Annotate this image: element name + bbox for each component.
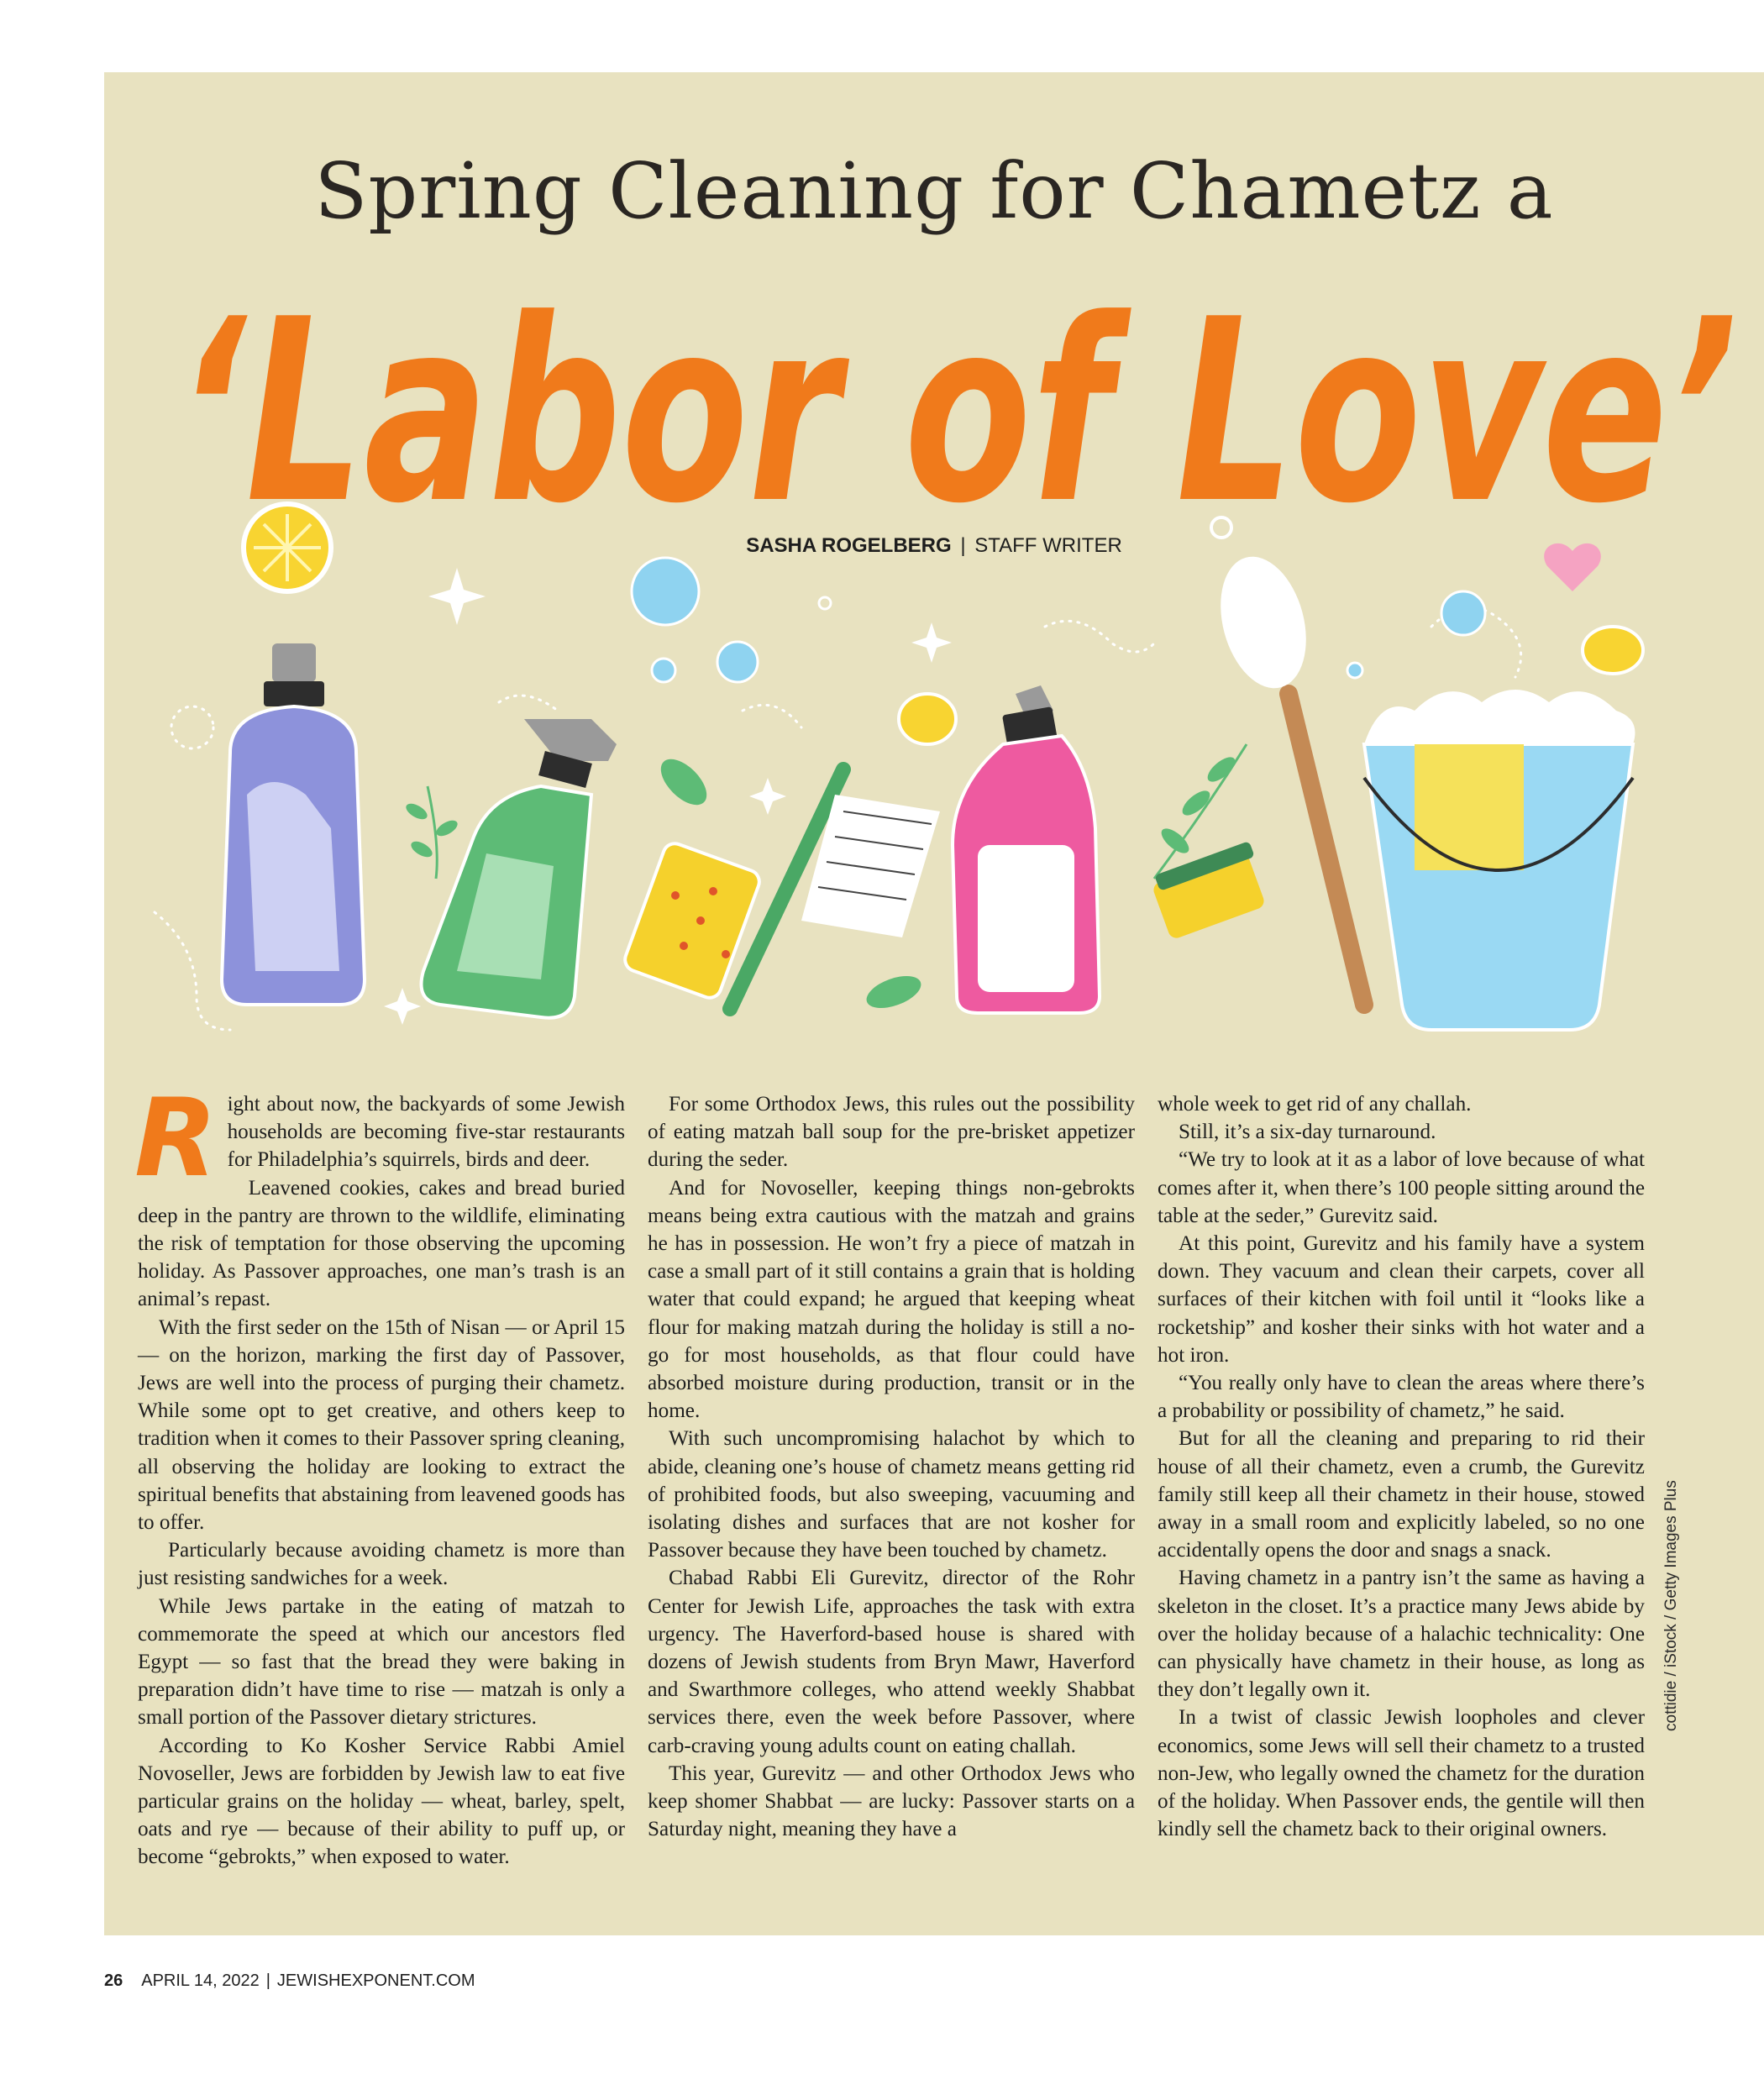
- sparkle-icon: [911, 622, 952, 663]
- page-footer: [104, 1971, 475, 1991]
- bucket-with-cloth-icon: [1364, 690, 1635, 1030]
- image-credit: cottidie / iStock / Getty Images Plus: [1662, 1480, 1680, 1731]
- lemon-half-icon: [1583, 627, 1643, 674]
- author-role: STAFF WRITER: [974, 534, 1122, 557]
- toilet-cleaner-bottle-icon: [953, 685, 1100, 1013]
- site-link[interactable]: JEWISHEXPONENT.COM: [276, 1971, 475, 1990]
- paragraph: And for Novoseller, keeping things non-gebrokts means being extra cautious with the matzah and grains he has in possession. He won’t fry a piece of matzah in case a small part of it still contains a grain that is holding water that could expand; he argued that keeping wheat flour for making matzah during the holiday is still a no-go for most households, as that flour could have absorbed moisture during production, transit or in the home.: [648, 1176, 1135, 1423]
- article-column-3: [1158, 1090, 1645, 1843]
- detergent-bottle-icon: [222, 643, 365, 1005]
- paragraph: For some Orthodox Jews, this rules out the possibility of eating matzah ball soup for the pre-brisket appetizer during the seder.: [648, 1093, 1135, 1172]
- drop-cap: R: [134, 1076, 218, 1201]
- headline-text: ‘Labor of Love’: [176, 265, 1738, 549]
- paragraph: whole week to get rid of any challah.: [1158, 1093, 1472, 1116]
- sparkle-icon: [428, 568, 486, 625]
- soap-bubbles-icon: [632, 558, 1485, 682]
- paragraph: While Jews partake in the eating of matzah to commemorate the speed at which our ancestors fled Egypt — so fast that the bread they were baking in preparation didn’t have time to rise — matzah is only a small portion of the Passover dietary strictures.: [138, 1594, 625, 1730]
- paragraph: But for all the cleaning and preparing to rid their house of all their chametz, even a crumb, the Gurevitz family still keep all their chametz in their house, stowed away in a small room and explicitly labeled, so no one accidentally opens the door and snags a snack.: [1158, 1427, 1645, 1562]
- article-kicker: Spring Cleaning for Chametz a: [314, 146, 1554, 236]
- sparkle-icon: [384, 988, 421, 1025]
- byline: [104, 534, 1764, 558]
- paragraph: With the first seder on the 15th of Nisan — or April 15 — on the horizon, marking the first day of Passover, Jews are well into the process of purging their chametz. While some opt to get creative, and others keep to tradition when it comes to their Passover spring cleaning, all observing the holiday are looking to extract the spiritual benefits that abstaining from leavened goods has to offer.: [138, 1315, 625, 1535]
- paragraph: Leavened cookies, cakes and bread buried deep in the pantry are thrown to the wildlife, eliminating the risk of temptation for those observing the upcoming holiday. As Passover approaches, one man’s trash is an animal’s repast.: [138, 1176, 625, 1311]
- paragraph: In a twist of classic Jewish loopholes and clever economics, some Jews will sell their chametz to a trusted non-Jew, who legally owned the chametz for the duration of the holiday. When Passover ends, the gentile will then kindly sell the chametz back to their original owners.: [1158, 1706, 1645, 1841]
- author-name: SASHA ROGELBERG: [746, 534, 952, 557]
- article-panel: [104, 72, 1764, 1935]
- page-number: 26: [104, 1971, 123, 1990]
- article-column-2: [648, 1090, 1135, 1843]
- sponge-icon: [1152, 841, 1267, 940]
- footer-separator: |: [265, 1971, 270, 1990]
- sparkle-icon: [749, 778, 786, 815]
- paragraph: “We try to look at it as a labor of love because of what comes after it, when there’s 100 people sitting around the table at the seder,” Gurevitz said.: [1158, 1148, 1645, 1227]
- paragraph: With such uncompromising halachot by which to abide, cleaning one’s house of chametz means getting rid of prohibited foods, but also sweeping, vacuuming and isolating dishes and surfaces that are not kosher for Passover because they have been touched by chametz.: [648, 1427, 1135, 1562]
- paragraph: Having chametz in a pantry isn’t the same as having a skeleton in the closet. It’s a practice many Jews abide by over the holiday because of a halachic technicality: One can physically have chametz in their house, as long as they don’t legally own it.: [1158, 1567, 1645, 1702]
- byline-separator: |: [960, 534, 966, 557]
- paragraph: Right about now, the backyards of some Jewish households are becoming five-star restaurants for Philadelphia’s squirrels, birds and deer.: [134, 1076, 625, 1201]
- lemon-half-icon: [899, 694, 956, 744]
- paragraph: Particularly because avoiding chametz is more than just resisting sandwiches for a week.: [138, 1539, 625, 1590]
- paragraph: According to Ko Kosher Service Rabbi Amiel Novoseller, Jews are forbidden by Jewish law to eat five particular grains on the holiday — wheat, barley, spelt, oats and rye — because of their ability to puff up, or become “gebrokts,” when exposed to water.: [138, 1734, 625, 1869]
- article-column-1: [134, 1076, 625, 1872]
- spray-bottle-icon: [422, 719, 617, 1018]
- paragraph: Still, it’s a six-day turnaround.: [1179, 1121, 1436, 1144]
- paragraph: At this point, Gurevitz and his family have a system down. They vacuum and clean their carpets, cover all surfaces of their kitchen with foil until it “looks like a rocketship” and kosher their sinks with hot water and a hot iron.: [1158, 1232, 1645, 1367]
- issue-date: APRIL 14, 2022: [141, 1971, 260, 1990]
- paragraph: This year, Gurevitz — and other Orthodox Jews who keep shomer Shabbat — are lucky: Passover starts on a Saturday night, meaning they have a: [648, 1761, 1135, 1841]
- paragraph: “You really only have to clean the areas where there’s a probability or possibility of chametz,” he said.: [1158, 1372, 1645, 1423]
- article-headline: [171, 222, 1742, 549]
- scrub-brush-icon: [730, 769, 940, 1009]
- paragraph: Chabad Rabbi Eli Gurevitz, director of the Rohr Center for Jewish Life, approaches the task with extra urgency. The Haverford-based house is shared with dozens of Jewish students from Bryn Mawr, Haverford and Swarthmore colleges, who attend weekly Shabbat services there, even the week before Passover, where carb-craving young adults count on eating challah.: [648, 1567, 1135, 1757]
